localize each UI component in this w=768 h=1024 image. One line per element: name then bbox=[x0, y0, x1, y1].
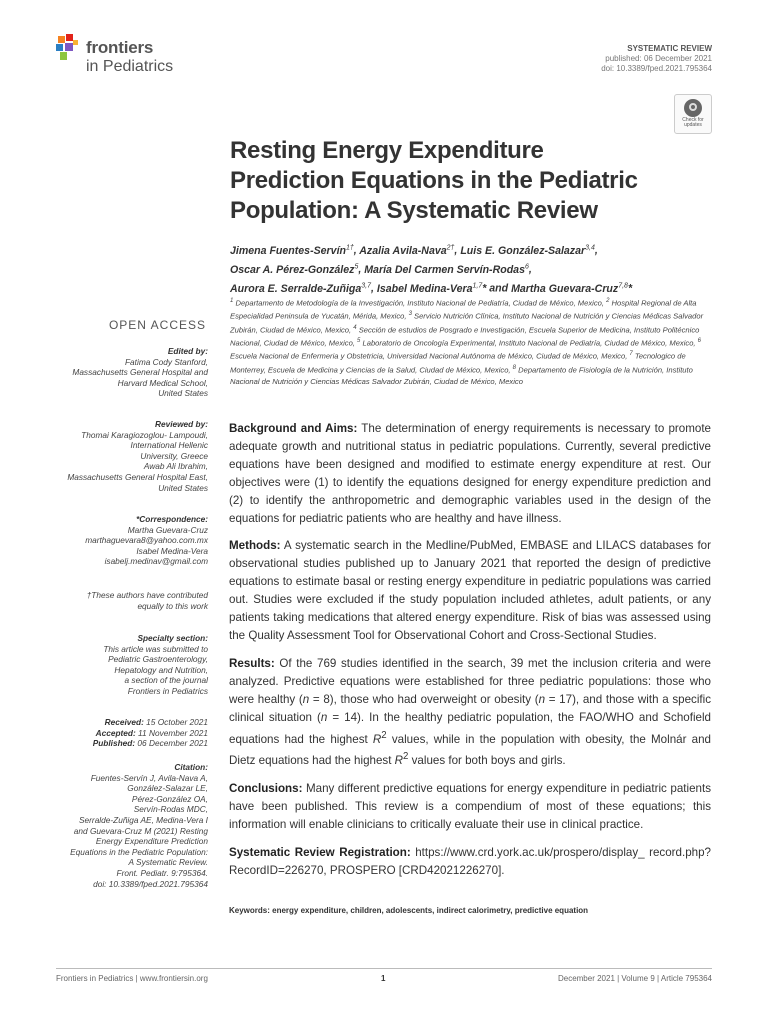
dates-block: Received: 15 October 2021 Accepted: 11 November 2021 Published: 06 December 2021 bbox=[92, 717, 208, 749]
author[interactable]: Oscar A. Pérez-González$^5$ bbox=[230, 263, 359, 276]
author[interactable]: Jimena Fuentes-Servín$^{1\dagger}$ bbox=[230, 244, 354, 257]
affiliations: $^1$ Departamento de Metodología de la Investigación, Instituto Nacional de Pediatría, Ciudad de México, Mexico, $^2$ Hospital Regional de Alta Especialidad Peninsula de Yucatán, Mérida, Mexico, $^3$ Servicio Nutrición Clínica, Instituto Nacional de Nutrición y Ciencias Médicas Salvador Zubirán, Ciudad de México, Mexico, $^4$ Sección de estudios de Posgrado e Investigación, Escuela Superior de Medicina, Instituto Politécnico Nacional, Ciudad de México, Mexico, $^5$ Laboratorio de Oncología Experimental, Instituto Nacional de Pediatría, Ciudad de México, Mexico, $^6$ Escuela Nacional de Enfermeria y Obstetricia, Universidad Nacional Autónoma de México, Ciudad de México, Mexico, $^7$ Tecnologico de Monterrey, Escuela de Medicina y Ciencias de la Salud, Ciudad de México, Mexico, $^8$ Departamento de Fisiología de la Nutrición, Instituto Nacional de Nutrición y Ciencias Médicas Salvador Zubirán, Ciudad de México, Mexico bbox=[230, 298, 704, 386]
registration-link[interactable]: https://www.crd.york.ac.uk/prospero/display_ record.php?RecordID=226270, PROSPERO [CRD42021226270]. bbox=[229, 845, 711, 877]
frontiers-logo-icon bbox=[56, 34, 80, 62]
author-list: Jimena Fuentes-Servín$^{1\dagger}$, Azalia Avila-Nava$^{2\dagger}$, Luis E. González-Salazar$^{3,4}$, Oscar A. Pérez-González$^5$, María Del Carmen Servín-Rodas$^6$, Aurora E. Serralde-Zuñiga$^{3,7}$, Isabel Medina-Vera$^{1,7}$* and Martha Guevara-Cruz$^{7,8}$* bbox=[230, 244, 633, 295]
email-link[interactable]: marthaguevara8@yahoo.com.mx bbox=[85, 535, 208, 546]
correspondence-block: *Correspondence: Martha Guevara-Cruz marthaguevara8@yahoo.com.mx Isabel Medina-Vera isabelj.medinav@gmail.com bbox=[40, 514, 208, 567]
footer-divider bbox=[56, 968, 712, 969]
title-line3: Population: A Systematic Review bbox=[230, 197, 598, 224]
footer-journal-link[interactable]: Frontiers in Pediatrics | www.frontiersin.org bbox=[56, 974, 208, 983]
abstract-results: Results: Of the 769 studies identified in the search, 39 met the inclusion criteria and were analyzed. Predictive equations were established for three pediatric populations: those who were healthy (n = 8), those who had overweight or obesity (n = 17), and those with a specific clinical situation (n = 14). In the healthy pediatric population, the FAO/WHO and Schofield equations had the highest $R^2$ values, while in the population with obesity, the Molnár and Dietz equations had the highest $R^2$ values for both boys and girls. bbox=[229, 656, 712, 768]
badge-line1: Check for bbox=[682, 117, 704, 123]
citation-doi-link[interactable]: doi: 10.3389/fped.2021.795364 bbox=[93, 878, 208, 889]
footer-issue-info: December 2021 | Volume 9 | Article 795364 bbox=[557, 974, 712, 983]
specialty-block: Specialty section: This article was submitted to Pediatric Gastroenterology, Hepatology and Nutrition, a section of the journal Frontiers in Pediatrics bbox=[40, 633, 208, 697]
open-access-label: OPEN ACCESS bbox=[108, 318, 206, 332]
email-link[interactable]: isabelj.medinav@gmail.com bbox=[104, 556, 208, 567]
citation-block: Citation: Fuentes-Servín J, Avila-Nava A, González-Salazar LE, Pérez-González OA, Servín-Rodas MDC, Serralde-Zuñiga AE, Medina-Vera I and Guevara-Cruz M (2021) Resting Energy Expenditure Prediction Equations in the Pediatric Population: A Systematic Review. Front. Pediatr. 9:795364. doi: 10.3389/fped.2021.795364 bbox=[40, 762, 208, 889]
reviewed-by-heading: Reviewed by: bbox=[154, 419, 208, 429]
abstract-registration: Systematic Review Registration: https://www.crd.york.ac.uk/prospero/display_ record.php?RecordID=226270, PROSPERO [CRD42021226270]. bbox=[229, 845, 711, 877]
abstract-methods: Methods: A systematic search in the Medline/PubMed, EMBASE and LILACS databases for observational studies published up to January 2021 that reported the design of predictive equations to estimate basal or resting energy expenditure in pediatric populations was carried out. Studies were excluded if the study population included athletes, adult patients, or any patients taking medications that altered energy expenditure. Risk of bias was assessed using the Quality Assessment Tool for Observational Cohort and Cross-Sectional Studies. bbox=[229, 539, 711, 642]
title-line2: Prediction Equations in the Pediatric bbox=[230, 167, 638, 194]
abstract bbox=[229, 420, 711, 890]
citation-heading: Citation: bbox=[174, 762, 208, 772]
author[interactable]: Martha Guevara-Cruz$^{7,8}$ bbox=[511, 282, 628, 295]
author[interactable]: María Del Carmen Servín-Rodas$^6$ bbox=[364, 263, 529, 276]
journal-name-line1: frontiers bbox=[86, 38, 154, 57]
author[interactable]: Isabel Medina-Vera$^{1,7}$ bbox=[376, 282, 483, 295]
author[interactable]: Aurora E. Serralde-Zuñiga$^{3,7}$ bbox=[230, 282, 372, 295]
check-updates-icon bbox=[684, 99, 702, 117]
abstract-conclusions: Conclusions: Many different predictive equations for energy expenditure in pediatric patients have been published. This review is a compendium of most of these equations; this information will enable clinicians to critically evaluate their use in clinical practice. bbox=[229, 782, 711, 831]
badge-line2: updates bbox=[684, 122, 702, 128]
title-line1: Resting Energy Expenditure bbox=[230, 137, 544, 164]
reviewed-by-block: Reviewed by: Thomai Karagiozoglou- Lampoudi, International Hellenic University, Greece Awab Ali Ibrahim, Massachusetts General Hospital East, United States bbox=[40, 419, 208, 493]
article-meta bbox=[601, 44, 712, 74]
author[interactable]: Azalia Avila-Nava$^{2\dagger}$ bbox=[359, 244, 455, 257]
article-title bbox=[230, 136, 710, 226]
author[interactable]: Luis E. González-Salazar$^{3,4}$ bbox=[460, 244, 595, 257]
keywords: Keywords: energy expenditure, children, adolescents, indirect calorimetry, predictive equation bbox=[229, 906, 589, 915]
page-number: 1 bbox=[381, 974, 386, 983]
correspondence-heading: *Correspondence: bbox=[136, 514, 208, 524]
doi[interactable]: doi: 10.3389/fped.2021.795364 bbox=[601, 64, 712, 73]
edited-by-block: Edited by: Fatima Cody Stanford, Massachusetts General Hospital and Harvard Medical School, United States bbox=[40, 346, 208, 399]
specialty-heading: Specialty section: bbox=[137, 633, 208, 643]
article-type: SYSTEMATIC REVIEW bbox=[627, 44, 712, 53]
abstract-background: Background and Aims: The determination of energy requirements is necessary to promote adequate growth and nutritional status in pediatric populations. Currently, several predictive equations have been designed and modified to estimate energy expenditure at rest. Our objectives were (1) to identify the equations designed for energy expenditure prediction and (2) to identify the anthropometric and demographic variables used in the design of the equations for pediatric patients who are healthy and have illness. bbox=[229, 422, 711, 525]
journal-name-line2: in Pediatrics bbox=[86, 58, 174, 75]
edited-by-heading: Edited by: bbox=[167, 346, 208, 356]
check-for-updates-button[interactable] bbox=[674, 94, 712, 134]
journal-logo[interactable] bbox=[56, 34, 216, 80]
contribution-note: †These authors have contributed equally to this work bbox=[86, 590, 208, 611]
published-date: published: 06 December 2021 bbox=[605, 54, 712, 63]
